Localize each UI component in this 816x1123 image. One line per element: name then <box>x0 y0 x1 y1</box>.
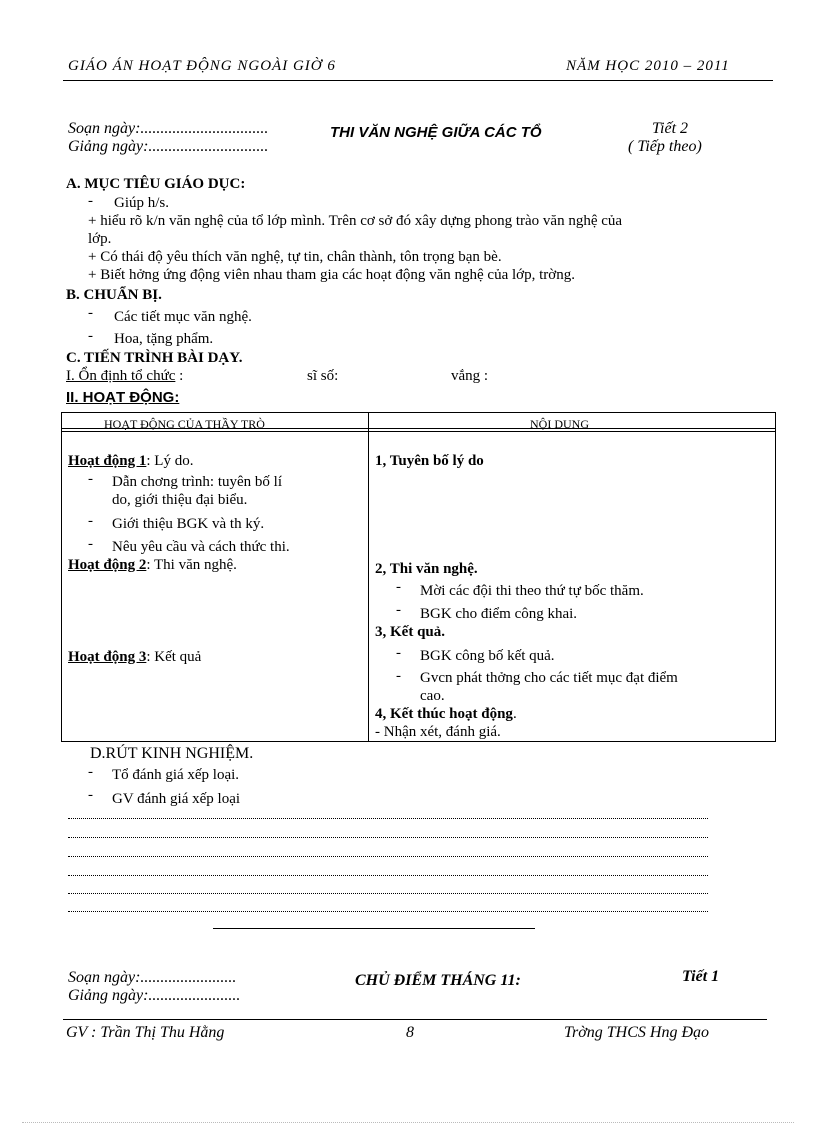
section-a-line1: + hiểu rõ k/n văn nghệ của tổ lớp mình. Trên cơ sở đó xây dựng phong trào văn nghệ của <box>88 213 623 229</box>
lesson-title: THI VĂN NGHỆ GIỮA CÁC TỔ <box>330 124 542 141</box>
tiet-label: Tiết 2 <box>652 120 689 137</box>
table-col-divider <box>368 412 369 741</box>
on-dinh <box>66 368 183 385</box>
section-a-line3: + Biết hởng ứng động viên nhau tham gia các hoạt động văn nghệ của lớp, trờng. <box>88 267 575 283</box>
notes-line <box>68 818 708 819</box>
nd4-label: 4, Kết thúc hoạt động <box>375 706 513 722</box>
nd2-item: Mời các đội thi theo thứ tự bốc thăm. <box>420 583 644 599</box>
bullet-dash: - <box>88 471 93 487</box>
notes-line <box>68 856 708 857</box>
hd1-item: Dẫn chơng trình: tuyên bố lí <box>112 474 282 490</box>
nd4-item: - Nhận xét, đánh giá. <box>375 724 501 740</box>
hd2-label: Hoạt động 2 <box>68 557 147 573</box>
col1-header: HOẠT ĐỘNG CỦA THẦY TRÒ <box>104 417 265 431</box>
giang-ngay-2: Giảng ngày:....................... <box>68 987 241 1004</box>
soan-ngay: Soạn ngày:................................ <box>68 120 269 137</box>
section-c-heading: C. TIẾN TRÌNH BÀI DẠY. <box>66 350 243 366</box>
nd1: 1, Tuyên bố lý do <box>375 453 484 469</box>
notes-line <box>68 875 708 876</box>
bullet-dash: - <box>88 328 93 344</box>
nd3-item: Gvcn phát thởng cho các tiết mục đạt điểm <box>420 670 678 686</box>
hd2-text: : Thi văn nghệ. <box>146 557 237 573</box>
section-d-item: Tổ đánh giá xếp loại. <box>112 767 240 783</box>
hd1 <box>68 453 193 470</box>
nd3-item: BGK công bố kết quả. <box>420 648 555 664</box>
hd1-item: Nêu yêu cầu và cách thức thi. <box>112 539 290 555</box>
nd3: 3, Kết quả. <box>375 624 446 640</box>
bullet-dash: - <box>88 193 93 209</box>
section-a-line1b: lớp. <box>88 231 112 247</box>
header-rule <box>63 80 773 81</box>
section-a-bullet: Giúp h/s. <box>114 195 170 211</box>
hd3 <box>68 649 201 666</box>
bullet-dash: - <box>396 645 401 661</box>
vang: vắng : <box>451 368 489 384</box>
notes-line <box>68 837 708 838</box>
lesson2-title: CHỦ ĐIỂM THÁNG 11: <box>355 972 521 989</box>
on-dinh-label: I. Ổn định tổ chức <box>66 368 176 384</box>
nd4 <box>375 706 517 723</box>
tiep-theo: ( Tiếp theo) <box>628 138 702 155</box>
bullet-dash: - <box>88 305 93 321</box>
si-so: sĩ số: <box>307 368 339 384</box>
bullet-dash: - <box>88 513 93 529</box>
footer-school: Trờng THCS Hng Đạo <box>564 1024 710 1041</box>
hd3-text: : Kết quả <box>146 649 202 665</box>
header-right: NĂM HỌC 2010 – 2011 <box>566 58 730 74</box>
footer-rule <box>63 1019 767 1020</box>
section-d-heading: D.RÚT KINH NGHIỆM. <box>90 745 254 762</box>
section-b-item: Hoa, tặng phẩm. <box>114 331 214 347</box>
footer-page-number: 8 <box>406 1024 414 1041</box>
hd1-label: Hoạt động 1 <box>68 453 147 469</box>
on-dinh-colon: : <box>179 368 184 384</box>
nd2-item: BGK cho điểm công khai. <box>420 606 578 622</box>
notes-line <box>68 893 708 894</box>
bullet-dash: - <box>88 536 93 552</box>
section-ii-heading: II. HOẠT ĐỘNG: <box>66 389 180 406</box>
hd3-label: Hoạt động 3 <box>68 649 147 665</box>
section-b-heading: B. CHUẨN BỊ. <box>66 287 162 303</box>
hd1-text: : Lý do. <box>146 453 194 469</box>
section-a-heading: A. MỤC TIÊU GIÁO DỤC: <box>66 176 246 192</box>
bullet-dash: - <box>88 764 93 780</box>
bullet-dash: - <box>88 787 93 803</box>
lesson2-tiet: Tiết 1 <box>682 968 720 985</box>
col2-header: NỘI DUNG <box>530 417 589 431</box>
header-left: GIÁO ÁN HOẠT ĐỘNG NGOÀI GIỜ 6 <box>68 58 336 74</box>
hd2 <box>68 557 237 574</box>
notes-line <box>68 911 708 912</box>
nd4-dot: . <box>512 706 517 722</box>
hd1-item: Giới thiệu BGK và th ký. <box>112 516 265 532</box>
hd1-item: do, giới thiệu đại biểu. <box>112 492 248 508</box>
bullet-dash: - <box>396 602 401 618</box>
separator-rule <box>213 928 535 929</box>
soan-ngay-2: Soạn ngày:........................ <box>68 969 237 986</box>
nd3-item: cao. <box>420 688 445 704</box>
section-d-item: GV đánh giá xếp loại <box>112 791 241 807</box>
nd2: 2, Thi văn nghệ. <box>375 561 478 577</box>
section-a-line2: + Có thái độ yêu thích văn nghệ, tự tin, chân thành, tôn trọng bạn bè. <box>88 249 502 265</box>
bullet-dash: - <box>396 579 401 595</box>
section-b-item: Các tiết mục văn nghệ. <box>114 309 252 325</box>
footer-teacher: GV : Trần Thị Thu Hằng <box>66 1024 225 1041</box>
bullet-dash: - <box>396 668 401 684</box>
giang-ngay: Giảng ngày:.............................. <box>68 138 269 155</box>
